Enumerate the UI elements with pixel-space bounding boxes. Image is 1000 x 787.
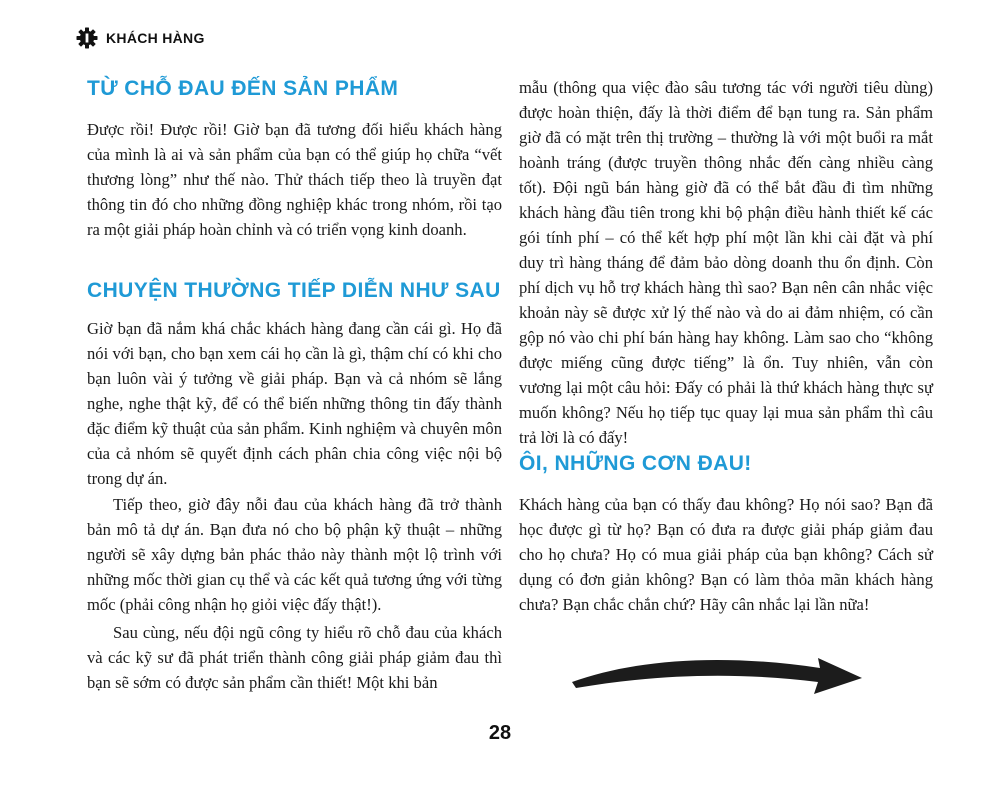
gear-icon: [76, 27, 98, 49]
paragraph: Được rồi! Được rồi! Giờ bạn đã tương đối hiểu khách hàng của mình là ai và sản phẩm của bạn có thể giúp họ chữa “vết thương lòng” như thế nào. Thử thách tiếp theo là truyền đạt thông tin đó cho những đồng nghiệp khác trong nhóm, rồi tạo ra một giải pháp hoàn chỉnh và có triển vọng kinh doanh.: [87, 120, 502, 239]
heading-pain-to-product: TỪ CHỖ ĐAU ĐẾN SẢN PHẨM: [87, 77, 399, 100]
heading-what-happens-next: CHUYỆN THƯỜNG TIẾP DIỄN NHƯ SAU: [87, 279, 501, 302]
paragraph: Khách hàng của bạn có thấy đau không? Họ nói sao? Bạn đã học được gì từ họ? Bạn có đưa ra được giải pháp giảm đau cho họ chưa? Họ có mua giải pháp của bạn không? Cách sử dụng có đơn giản không? Bạn có làm thỏa mãn khách hàng chưa? Bạn chắc chắn chứ? Hãy cân nhắc lại lần nữa!: [519, 495, 933, 614]
running-header: [76, 27, 205, 49]
heading-oh-the-pain: ÔI, NHỮNG CƠN ĐAU!: [519, 452, 752, 475]
page-number: 28: [488, 722, 512, 744]
arrow-right-icon: [568, 648, 868, 704]
section-label: KHÁCH HÀNG: [106, 30, 205, 46]
paragraph: Tiếp theo, giờ đây nỗi đau của khách hàng đã trở thành bản mô tả dự án. Bạn đưa nó cho bộ phận kỹ thuật – những người sẽ xây dựng bản phác thảo này thành một lộ trình với những mốc thời gian cụ thể và các kết quả tương ứng với từng mốc (phải công nhận họ giỏi việc đấy thật!).: [87, 495, 502, 614]
paragraph: Sau cùng, nếu đội ngũ công ty hiểu rõ chỗ đau của khách và các kỹ sư đã phát triển thành công giải pháp giảm đau thì bạn sẽ sớm có được sản phẩm cần thiết! Một khi bản: [87, 623, 502, 692]
paragraph: mẫu (thông qua việc đào sâu tương tác với người tiêu dùng) được hoàn thiện, đấy là thời điểm để bạn tung ra. Sản phẩm giờ đã có mặt trên thị trường – thường là với một buổi ra mắt hoành tráng (được truyền thông nhắc đến càng nhiều càng tốt). Đội ngũ bán hàng giờ đã có thể bắt đầu đi tìm những khách hàng đầu tiên trong khi bộ phận điều hành thiết kế các gói tính phí – có thể kết hợp phí một lần khi cài đặt và phí duy trì hàng tháng để đảm bảo dòng doanh thu ổn định. Còn phí dịch vụ hỗ trợ khách hàng thì sao? Bạn nên cân nhắc việc khoản này sẽ được xử lý thế nào và do ai đảm nhiệm, có cần gộp nó vào chi phí bán hàng hay không. Làm sao cho “không được miếng cũng được tiếng” là ổn. Tuy nhiên, vẫn còn vương lại một câu hỏi: Đấy có phải là thứ khách hàng thực sự muốn không? Nếu họ tiếp tục quay lại mua sản phẩm thì câu trả lời là có đấy!: [519, 78, 933, 447]
paragraph: Giờ bạn đã nắm khá chắc khách hàng đang cần cái gì. Họ đã nói với bạn, cho bạn xem cái họ cần là gì, thậm chí có khi cho bạn luôn vài ý tưởng về giải pháp. Bạn và cả nhóm sẽ lắng nghe, nghe thật kỹ, để có thể biến những thông tin đấy thành đặc điểm kỹ thuật của sản phẩm. Kinh nghiệm và chuyên môn của cả nhóm sẽ quyết định cách phân chia công việc nội bộ trong dự án.: [87, 319, 502, 488]
